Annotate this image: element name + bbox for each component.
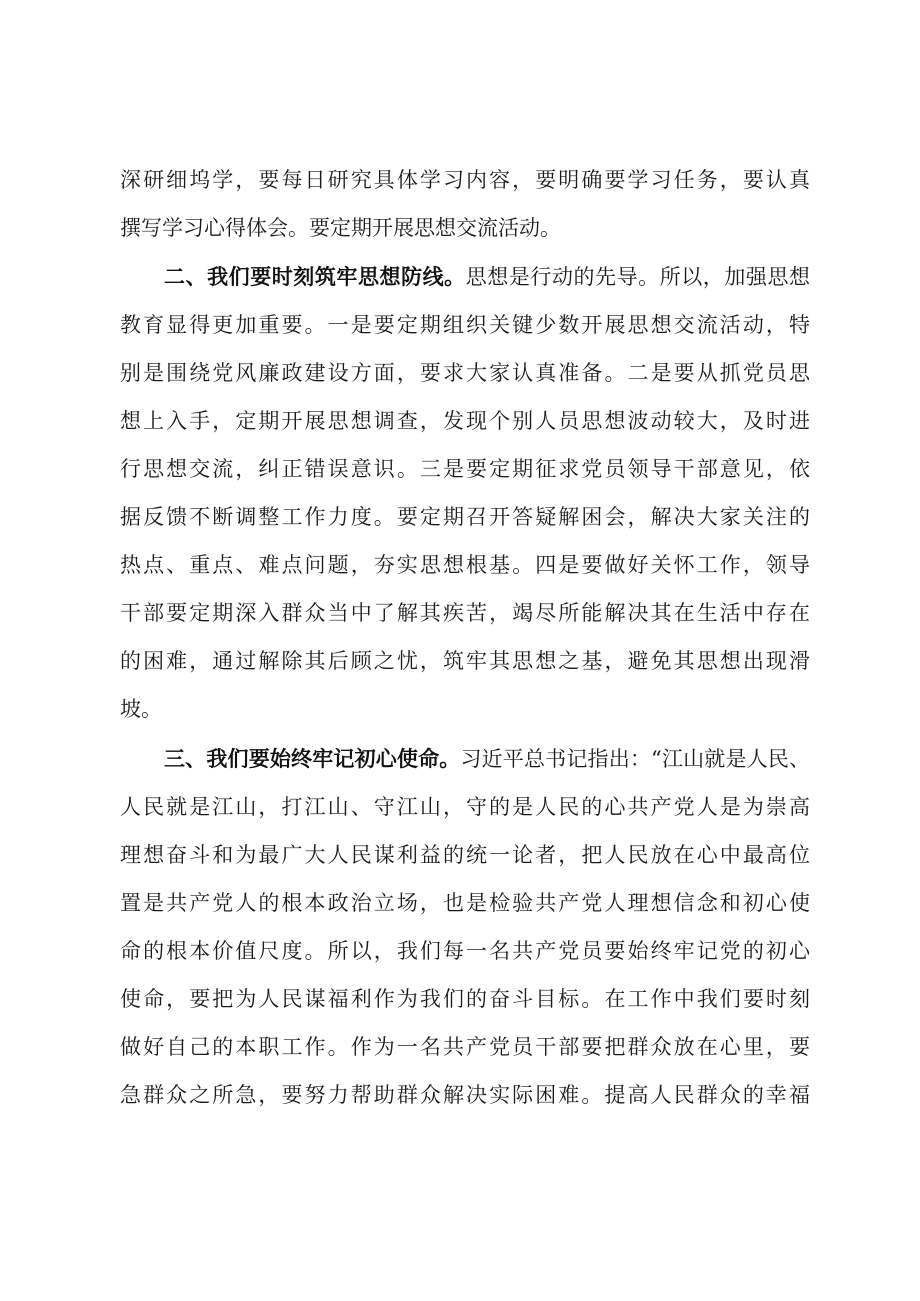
paragraph-first-line <box>164 737 810 781</box>
paragraph-line: 别是围绕党风廉政建设方面，要求大家认真准备。二是要从抓党员思 <box>120 361 810 385</box>
paragraph-line: 深研细坞学，要每日研究具体学习内容，要明确要学习任务，要认真 <box>120 168 810 192</box>
paragraph-line: 干部要定期深入群众当中了解其疾苦，竭尽所能解决其在生活中存在 <box>120 601 810 625</box>
paragraph-line: 想上入手，定期开展思想调查，发现个别人员思想波动较大，及时进 <box>120 409 810 433</box>
paragraph-line: 置是共产党人的根本政治立场，也是检验共产党人理想信念和初心使 <box>120 891 810 915</box>
paragraph-line: 据反馈不断调整工作力度。要定期召开答疑解困会，解决大家关注的 <box>120 505 810 529</box>
paragraph-line: 的困难，通过解除其后顾之忧，筑牢其思想之基，避免其思想出现滑 <box>120 649 810 673</box>
paragraph-first-line <box>164 255 810 299</box>
paragraph-line: 急群众之所急，要努力帮助群众解决实际困难。提高人民群众的幸福 <box>120 1083 810 1107</box>
paragraph-line: 教育显得更加重要。一是要定期组织关键少数开展思想交流活动，特 <box>120 313 810 337</box>
section-heading: 三、我们要始终牢记初心使命。 <box>164 747 461 771</box>
paragraph-line: 命的根本价值尺度。所以，我们每一名共产党员要始终牢记党的初心 <box>120 939 810 963</box>
paragraph-line: 撰写学习心得体会。要定期开展思想交流活动。 <box>120 216 561 240</box>
paragraph-line: 人民就是江山，打江山、守江山，守的是人民的心共产党人是为崇高 <box>120 795 810 819</box>
paragraph-line: 使命，要把为人民谋福利作为我们的奋斗目标。在工作中我们要时刻 <box>120 987 810 1011</box>
section-heading: 二、我们要时刻筑牢思想防线。 <box>164 265 466 289</box>
paragraph-text: 习近平总书记指出：“江山就是人民、 <box>460 747 810 771</box>
paragraph-line: 坡。 <box>120 697 162 721</box>
paragraph-line: 行思想交流，纠正错误意识。三是要定期征求党员领导干部意见，依 <box>120 457 810 481</box>
paragraph-line: 做好自己的本职工作。作为一名共产党员干部要把群众放在心里，要 <box>120 1035 810 1059</box>
paragraph-text: 思想是行动的先导。所以，加强思想 <box>465 265 810 289</box>
paragraph-line: 热点、重点、难点问题，夯实思想根基。四是要做好关怀工作，领导 <box>120 553 810 577</box>
paragraph-line: 理想奋斗和为最广大人民谋利益的统一论者，把人民放在心中最高位 <box>120 843 810 867</box>
